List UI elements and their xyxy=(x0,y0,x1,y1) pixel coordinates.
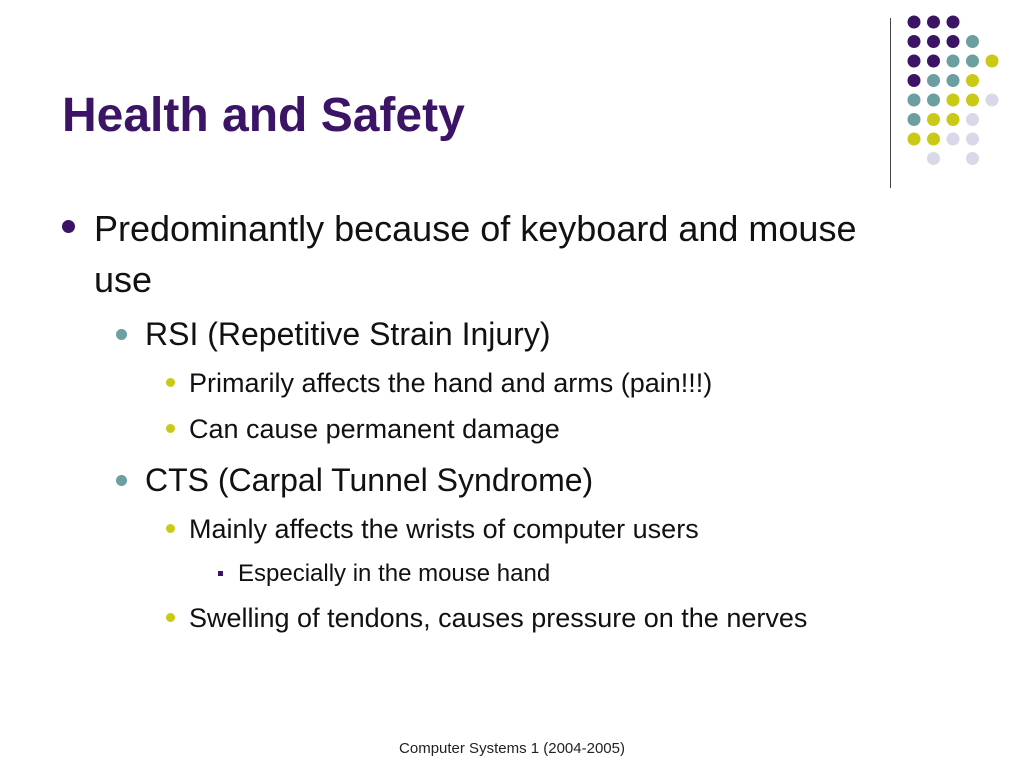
bullet-text: Swelling of tendons, causes pressure on the nerves xyxy=(189,603,808,633)
decorative-dot xyxy=(966,74,979,87)
bullet-item xyxy=(166,413,560,445)
decorative-dot xyxy=(927,55,940,68)
bullet-item xyxy=(166,367,712,399)
decorative-dot xyxy=(966,35,979,48)
decorative-dot xyxy=(947,113,960,126)
title-divider-line xyxy=(890,18,891,188)
bullet-text: Especially in the mouse hand xyxy=(238,560,551,587)
bullet-text: Mainly affects the wrists of computer users xyxy=(189,514,699,544)
bullet-icon xyxy=(166,378,175,387)
decorative-dot xyxy=(986,94,999,107)
bullet-item xyxy=(166,513,699,545)
decorative-dot xyxy=(947,55,960,68)
decorative-dot xyxy=(908,133,921,146)
decorative-dot xyxy=(966,113,979,126)
decorative-dot xyxy=(927,113,940,126)
decorative-dot xyxy=(908,16,921,29)
decorative-dot xyxy=(908,55,921,68)
decorative-dot-grid xyxy=(906,14,1012,170)
decorative-dot xyxy=(966,94,979,107)
bullet-item xyxy=(218,560,550,588)
decorative-dot xyxy=(947,133,960,146)
bullet-item xyxy=(62,203,862,305)
bullet-text: Primarily affects the hand and arms (pain!!!) xyxy=(189,368,713,398)
decorative-dot xyxy=(947,74,960,87)
slide-footer: Computer Systems 1 (2004-2005) xyxy=(399,740,625,757)
decorative-dot xyxy=(927,74,940,87)
decorative-dot xyxy=(927,133,940,146)
bullet-icon xyxy=(166,613,175,622)
decorative-dot xyxy=(966,55,979,68)
decorative-dot xyxy=(927,152,940,165)
decorative-dot xyxy=(927,16,940,29)
slide-title: Health and Safety xyxy=(62,89,465,142)
bullet-item xyxy=(116,316,550,353)
decorative-dot xyxy=(947,94,960,107)
bullet-text: Can cause permanent damage xyxy=(189,414,560,444)
decorative-dot xyxy=(908,74,921,87)
decorative-dot xyxy=(966,152,979,165)
bullet-icon xyxy=(62,220,75,233)
decorative-dot xyxy=(908,113,921,126)
decorative-dot xyxy=(947,35,960,48)
decorative-dot xyxy=(927,94,940,107)
bullet-icon xyxy=(166,424,175,433)
bullet-item xyxy=(116,462,593,499)
dot-grid-graphic xyxy=(906,14,1012,170)
bullet-text: RSI (Repetitive Strain Injury) xyxy=(145,316,551,352)
bullet-text: CTS (Carpal Tunnel Syndrome) xyxy=(145,462,594,498)
bullet-icon xyxy=(166,524,175,533)
decorative-dot xyxy=(947,16,960,29)
bullet-item xyxy=(166,602,807,634)
decorative-dot xyxy=(908,35,921,48)
bullet-icon xyxy=(116,329,127,340)
decorative-dot xyxy=(986,55,999,68)
decorative-dot xyxy=(966,133,979,146)
bullet-text: Predominantly because of keyboard and mouse use xyxy=(94,208,857,300)
decorative-dot xyxy=(927,35,940,48)
decorative-dot xyxy=(908,94,921,107)
bullet-icon xyxy=(116,475,127,486)
bullet-icon xyxy=(218,571,223,576)
